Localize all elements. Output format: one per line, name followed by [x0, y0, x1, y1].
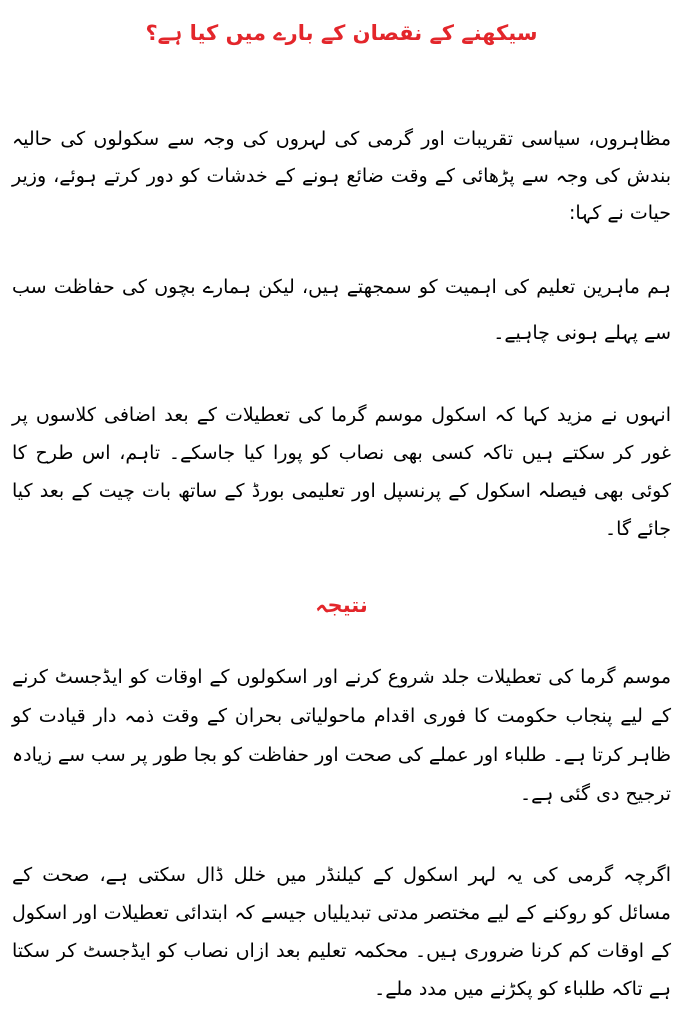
intro-paragraph: مظاہروں، سیاسی تقریبات اور گرمی کی لہروں کی وجہ سے سکولوں کی حالیہ بندش کی وجہ سے پڑھائی کے وقت ضائع ہونے کے خدشات کو دور کرتے ہوئے، وزیر حیات نے کہا:	[12, 128, 671, 224]
conclusion-heading: نتیجہ	[315, 593, 368, 617]
conclusion-paragraph-2: اگرچہ گرمی کی یہ لہر اسکول کے کیلنڈر میں خلل ڈال سکتی ہے، صحت کے مسائل کو روکنے کے لیے مختصر مدتی تبدیلیاں جیسے کہ ابتدائی تعطیلات اور اسکول کے اوقات کم کرنا ضروری ہیں۔ محکمہ تعلیم بعد ازاں نصاب کو ایڈجسٹ کر سکتا ہے تاکہ طلباء کو پکڑنے میں مدد ملے۔	[12, 864, 671, 1000]
conclusion-paragraph-1: موسم گرما کی تعطیلات جلد شروع کرنے اور اسکولوں کے اوقات کو ایڈجسٹ کرنے کے لیے پنجاب حکومت کا فوری اقدام ماحولیاتی بحران کے وقت ذمہ دار قیادت کو ظاہر کرتا ہے۔ طلباء اور عملے کی صحت اور حفاظت کو بجا طور پر سب سے زیادہ ترجیح دی گئی ہے۔	[12, 666, 671, 805]
further-paragraph: انہوں نے مزید کہا کہ اسکول موسم گرما کی تعطیلات کے بعد اضافی کلاسوں پر غور کر سکتے ہیں تاکہ کسی بھی نصاب کو پورا کیا جاسکے۔ تاہم، اس طرح کا کوئی بھی فیصلہ اسکول کے پرنسپل اور تعلیمی بورڈ کے ساتھ بات چیت کے بعد کیا جائے گا۔	[12, 404, 671, 540]
article-title: سیکھنے کے نقصان کے بارے میں کیا ہے؟	[145, 21, 538, 45]
minister-quote: ہم ماہرین تعلیم کی اہمیت کو سمجھتے ہیں، لیکن ہمارے بچوں کی حفاظت سب سے پہلے ہونی چاہیے۔	[12, 276, 671, 344]
